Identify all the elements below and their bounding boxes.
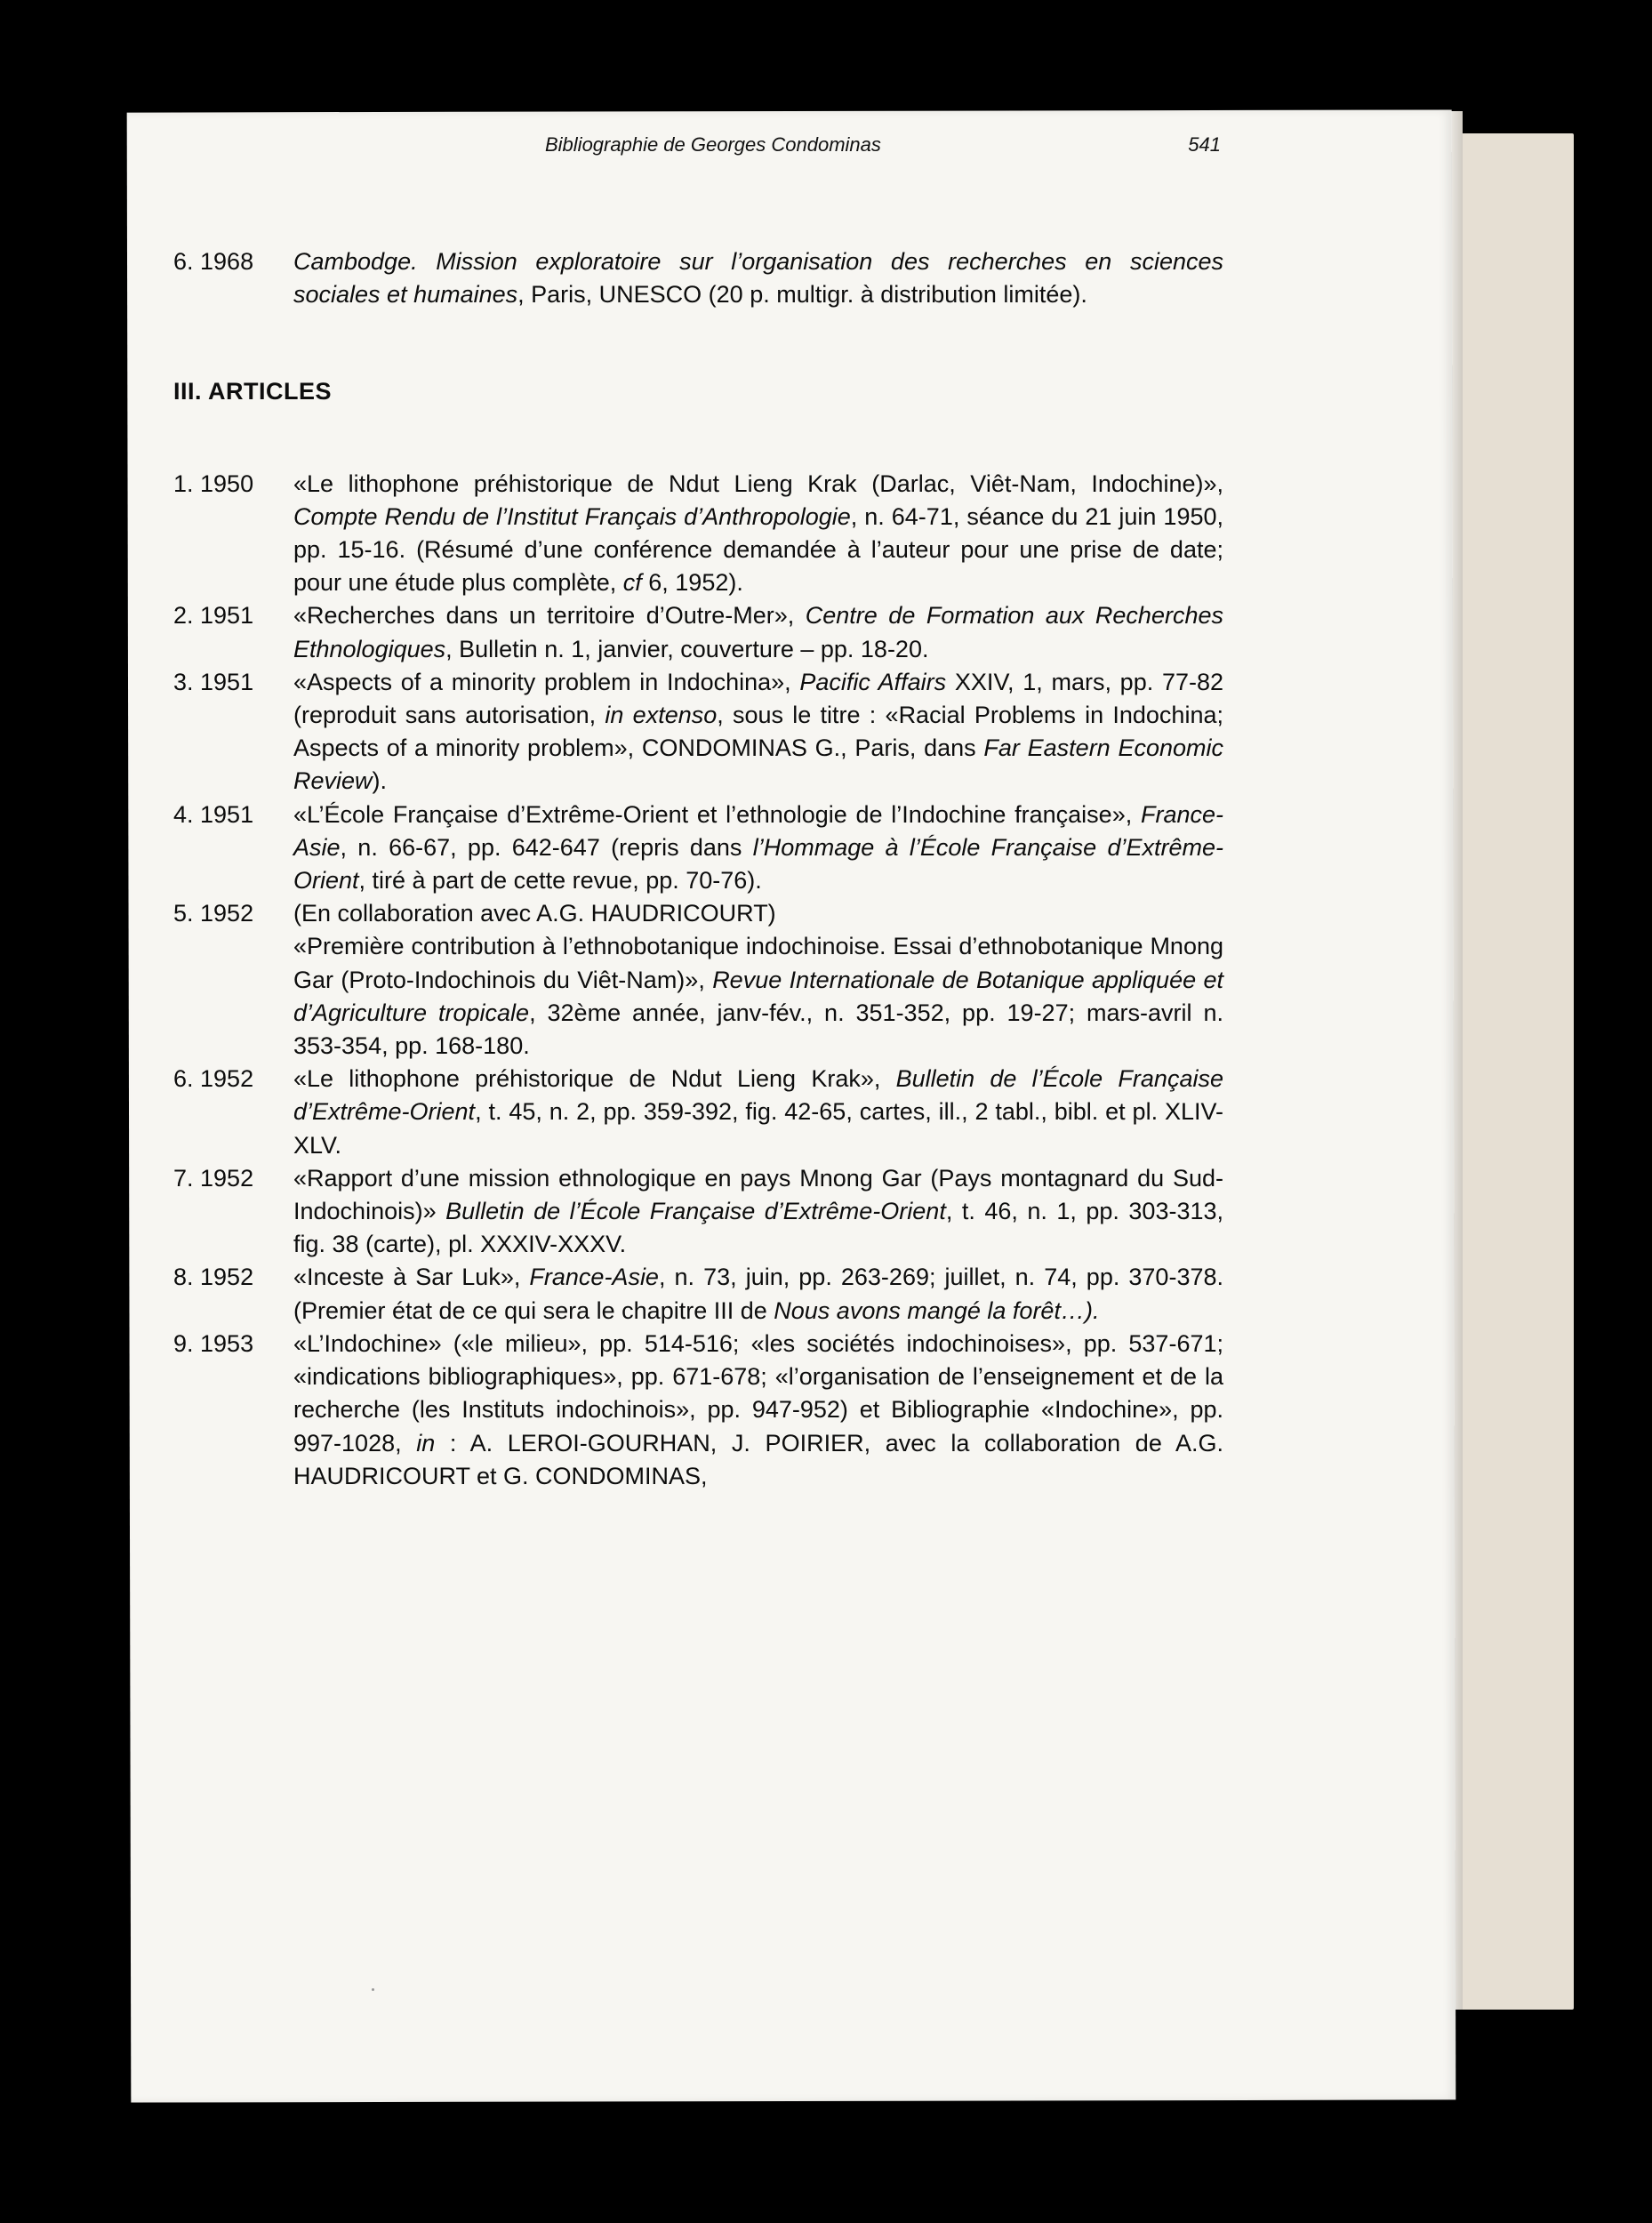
entry-segment: ).: [372, 767, 388, 795]
entry-number: 7. 1952: [173, 1164, 254, 1192]
entry-text: [293, 897, 1223, 1059]
entry-text: [293, 669, 1223, 795]
page-speck: [372, 1988, 374, 1991]
entry-text: [293, 1165, 1223, 1257]
entry-segment: «Aspects of a minority problem in Indochina»,: [293, 668, 800, 695]
entry-number: 6. 1952: [173, 1065, 254, 1093]
entry-number: 1. 1950: [173, 469, 254, 497]
entry-title-italic: Bulletin de l’École Française d’Extrême-Orient: [293, 1065, 1223, 1126]
article-entry: [173, 666, 1223, 799]
entry-segment: «L’Indochine» («le milieu», pp. 514-516; «les sociétés indochinoises», pp. 537-671; «indications bibliographiques», pp. 671-678; «l’organisation de l’enseignement et de la recherche (les Instituts indochinois», pp. 947-952) et Bibliographie «Indochine», pp. 997-1028,: [293, 1329, 1223, 1457]
entry-title-italic: l’Hommage à l’École Française d’Extrême-Orient: [293, 833, 1223, 895]
entry-title-italic: Pacific Affairs: [799, 668, 947, 695]
entry-text: [293, 470, 1223, 597]
entry-segment: , t. 46, n. 1, pp. 303-313, fig. 38 (carte), pl. XXXIV-XXXV.: [293, 1198, 1223, 1258]
entry-segment: XXIV, 1, mars, pp. 77-82 (reproduit sans autorisation,: [293, 668, 1224, 729]
entry-title-italic: Compte Rendu de l’Institut Français d’Anthropologie: [293, 502, 851, 530]
articles-list: [173, 468, 1223, 1493]
entry-segment: , t. 45, n. 2, pp. 359-392, fig. 42-65, cartes, ill., 2 tabl., bibl. et pl. XLIV-XLV.: [293, 1098, 1223, 1159]
entry-title-italic: in extenso: [605, 702, 718, 729]
entry-segment: «Première contribution à l’ethnobotanique indochinoise. Essai d’ethnobotanique Mnong Gar (Proto-Indochinois du Viêt-Nam)»,: [293, 933, 1223, 993]
entry-segment: «Inceste à Sar Luk»,: [293, 1264, 530, 1291]
entry-segment: «Le lithophone préhistorique de Ndut Lieng Krak (Darlac, Viêt-Nam, Indochine)»,: [293, 469, 1223, 497]
entry-text: [293, 602, 1223, 662]
entry-segment: , Bulletin n. 1, janvier, couverture – pp. 18-20.: [445, 635, 929, 662]
entry-segment: , sous le titre : «Racial Problems in Indochina; Aspects of a minority problem», CONDOMINAS G., Paris, dans: [293, 702, 1223, 762]
entry-segment: 6, 1952).: [641, 569, 743, 597]
entry-segment: , n. 66-67, pp. 642-647 (repris dans: [340, 833, 753, 861]
entry-segment: , n. 64-71, séance du 21 juin 1950, pp. 15-16. (Résumé d’une conférence demandée à l’auteur pour une prise de date; pour une étude plus complète,: [293, 502, 1223, 597]
entry-title-italic: Cambodge. Mission exploratoire sur l’organisation des recherches en sciences sociales et humaines: [293, 248, 1223, 309]
entry-segment: «Recherches dans un territoire d’Outre-Mer»,: [293, 602, 806, 630]
running-header: [416, 133, 1221, 169]
entry-number: 3. 1951: [173, 668, 254, 695]
entry-title-italic: Centre de Formation aux Recherches Ethnologiques: [293, 602, 1223, 662]
entry-segment: : A. LEROI-GOURHAN, J. POIRIER, avec la collaboration de A.G. HAUDRICOURT et G. CONDOMINAS,: [293, 1429, 1224, 1489]
entry-title-italic: France-Asie: [529, 1264, 659, 1291]
entry-number: 2. 1951: [173, 602, 254, 630]
article-entry: [173, 468, 1223, 600]
entry-number: 8. 1952: [173, 1264, 254, 1291]
entry-text: [293, 801, 1223, 894]
article-entry: [173, 897, 1223, 1063]
page-number: 541: [1188, 133, 1221, 156]
entry-details: , Paris, UNESCO (20 p. multigr. à distribution limitée).: [517, 281, 1087, 309]
article-entry: [173, 1162, 1223, 1262]
section-title: III. ARTICLES: [173, 378, 333, 405]
entry-title-italic: Nous avons mangé la forêt…).: [774, 1296, 1100, 1324]
entry-title-italic: cf: [622, 569, 642, 597]
entry-segment: , tiré à part de cette revue, pp. 70-76).: [358, 867, 762, 895]
entry-text: [293, 1065, 1223, 1158]
entry-number: 6. 1968: [173, 248, 254, 275]
running-title: Bibliographie de Georges Condominas: [545, 133, 881, 156]
entry-segment: , n. 73, juin, pp. 263-269; juillet, n. 74, pp. 370-378. (Premier état de ce qui sera le chapitre III de: [293, 1264, 1223, 1324]
entry-segment: «Rapport d’une mission ethnologique en pays Mnong Gar (Pays montagnard du Sud-Indochinois)»: [293, 1164, 1223, 1225]
article-entry: [173, 799, 1223, 898]
article-entry: [173, 1063, 1223, 1162]
entry-collaboration-note: (En collaboration avec A.G. HAUDRICOURT): [293, 900, 776, 927]
entry-text: [293, 248, 1223, 308]
bibliography-content: [173, 245, 1223, 1493]
entry-segment: «Le lithophone préhistorique de Ndut Lieng Krak»,: [293, 1065, 896, 1093]
article-entry: [173, 599, 1223, 665]
entry-number: 5. 1952: [173, 900, 254, 927]
entry-segment: , 32ème année, janv-fév., n. 351-352, pp. 19-27; mars-avril n. 353-354, pp. 168-180.: [293, 999, 1224, 1060]
entry-title-italic: France-Asie: [293, 800, 1223, 861]
article-entry: [173, 1261, 1223, 1327]
entry-title-italic: Far Eastern Economic Review: [293, 734, 1223, 795]
entry-title-italic: Bulletin de l’École Française d’Extrême-Orient: [445, 1198, 946, 1225]
entry-number: 4. 1951: [173, 800, 254, 828]
entry-title-italic: Revue Internationale de Botanique appliquée et d’Agriculture tropicale: [293, 966, 1223, 1026]
entry-text: [293, 1330, 1223, 1489]
article-entry: [173, 1328, 1223, 1493]
entry-title-italic: in: [416, 1429, 436, 1457]
entry-segment: «L’École Française d’Extrême-Orient et l’ethnologie de l’Indochine française»,: [293, 800, 1141, 828]
entry-text: [293, 1264, 1223, 1323]
intro-entry: [173, 245, 1223, 311]
entry-number: 9. 1953: [173, 1329, 254, 1357]
